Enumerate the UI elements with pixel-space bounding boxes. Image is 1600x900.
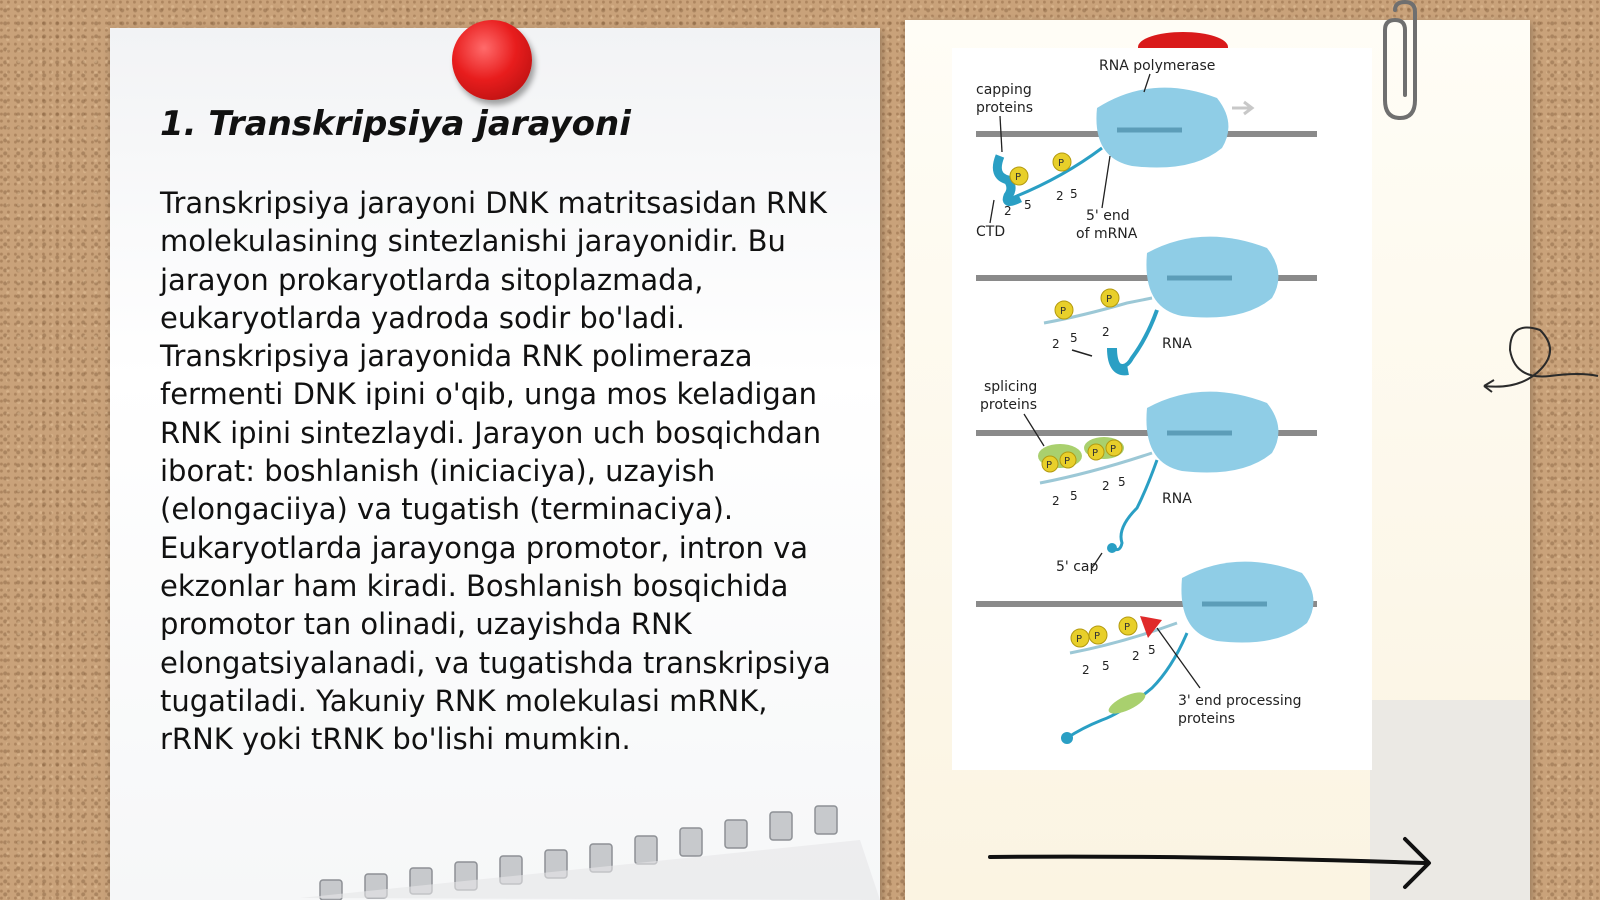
paperclip-icon — [1375, 0, 1425, 125]
svg-text:2: 2 — [1052, 494, 1060, 508]
svg-text:2: 2 — [1102, 479, 1110, 493]
svg-text:2: 2 — [1056, 189, 1064, 203]
label-3-end-1: 3' end processing — [1178, 693, 1302, 709]
transcription-figure — [952, 48, 1372, 770]
label-rna-2: RNA — [1162, 491, 1192, 507]
svg-text:5: 5 — [1148, 643, 1156, 657]
svg-text:P: P — [1094, 631, 1101, 642]
svg-text:2: 2 — [1052, 337, 1060, 351]
panel-3-end-processing — [976, 562, 1317, 744]
arrow-right-icon — [985, 835, 1455, 895]
svg-text:2: 2 — [1102, 325, 1110, 339]
panel-splicing — [976, 379, 1317, 575]
svg-text:5: 5 — [1024, 198, 1032, 212]
label-capping-2: proteins — [976, 100, 1034, 116]
slide-title: 1. Transkripsiya jarayoni — [160, 104, 631, 144]
svg-text:P: P — [1060, 306, 1067, 317]
svg-text:P: P — [1046, 460, 1053, 471]
label-rna-polymerase: RNA polymerase — [1099, 58, 1216, 74]
svg-text:5: 5 — [1070, 187, 1078, 201]
panel-rna-synthesis — [976, 237, 1317, 371]
label-splicing-2: proteins — [980, 397, 1038, 413]
svg-text:P: P — [1076, 634, 1083, 645]
svg-text:2: 2 — [1082, 663, 1090, 677]
slide-body-text: Transkripsiya jarayoni DNK matritsasidan RNK molekulasining sintezlanishi jarayonidir. Bu jarayon prokaryotlarda sitoplazmada, eukaryotlarda yadroda sodir bo'ladi. Transkripsiya jarayonida RNK polimeraza fermenti DNK ipini o'qib, unga mos keladigan RNK ipini sintezlaydi. Jarayon uch bosqichdan iborat: boshlanish (iniciaciya), uzayish (elongaciiya) va tugatish (terminaciya). Eukaryotlarda jarayonga promotor, intron va ekzonlar ham kiradi. Boshlanish bosqichida promotor tan olinadi, uzayishda RNK elongatsiyalanadi, va tugatishda transkripsiya tugatiladi. Yakuniy RNK molekulasi mRNK, rRNK yoki tRNK bo'lishi mumkin. — [160, 186, 831, 757]
label-splicing-1: splicing — [984, 379, 1038, 395]
label-capping-1: capping — [976, 82, 1032, 98]
push-pin-icon — [452, 20, 532, 100]
panel-capping — [976, 58, 1317, 242]
doodle-loop-icon — [1480, 310, 1600, 410]
svg-text:P: P — [1064, 456, 1071, 467]
label-ctd: CTD — [976, 224, 1006, 240]
svg-text:5: 5 — [1102, 659, 1110, 673]
svg-text:P: P — [1015, 172, 1022, 183]
label-5-cap: 5' cap — [1056, 559, 1099, 575]
svg-text:P: P — [1058, 158, 1065, 169]
label-rna-1: RNA — [1162, 336, 1192, 352]
svg-text:P: P — [1106, 294, 1113, 305]
svg-text:2: 2 — [1132, 649, 1140, 663]
transcription-diagram — [952, 48, 1372, 770]
svg-text:2: 2 — [1004, 204, 1012, 218]
label-5-end-1: 5' end — [1086, 208, 1130, 224]
label-3-end-2: proteins — [1178, 711, 1236, 727]
svg-text:5: 5 — [1070, 331, 1078, 345]
svg-text:5: 5 — [1118, 475, 1126, 489]
svg-text:P: P — [1110, 444, 1117, 455]
label-5-end-2: of mRNA — [1076, 226, 1138, 242]
svg-text:P: P — [1092, 448, 1099, 459]
spiral-binding-decoration — [300, 800, 880, 900]
svg-text:5: 5 — [1070, 489, 1078, 503]
svg-text:P: P — [1124, 622, 1131, 633]
